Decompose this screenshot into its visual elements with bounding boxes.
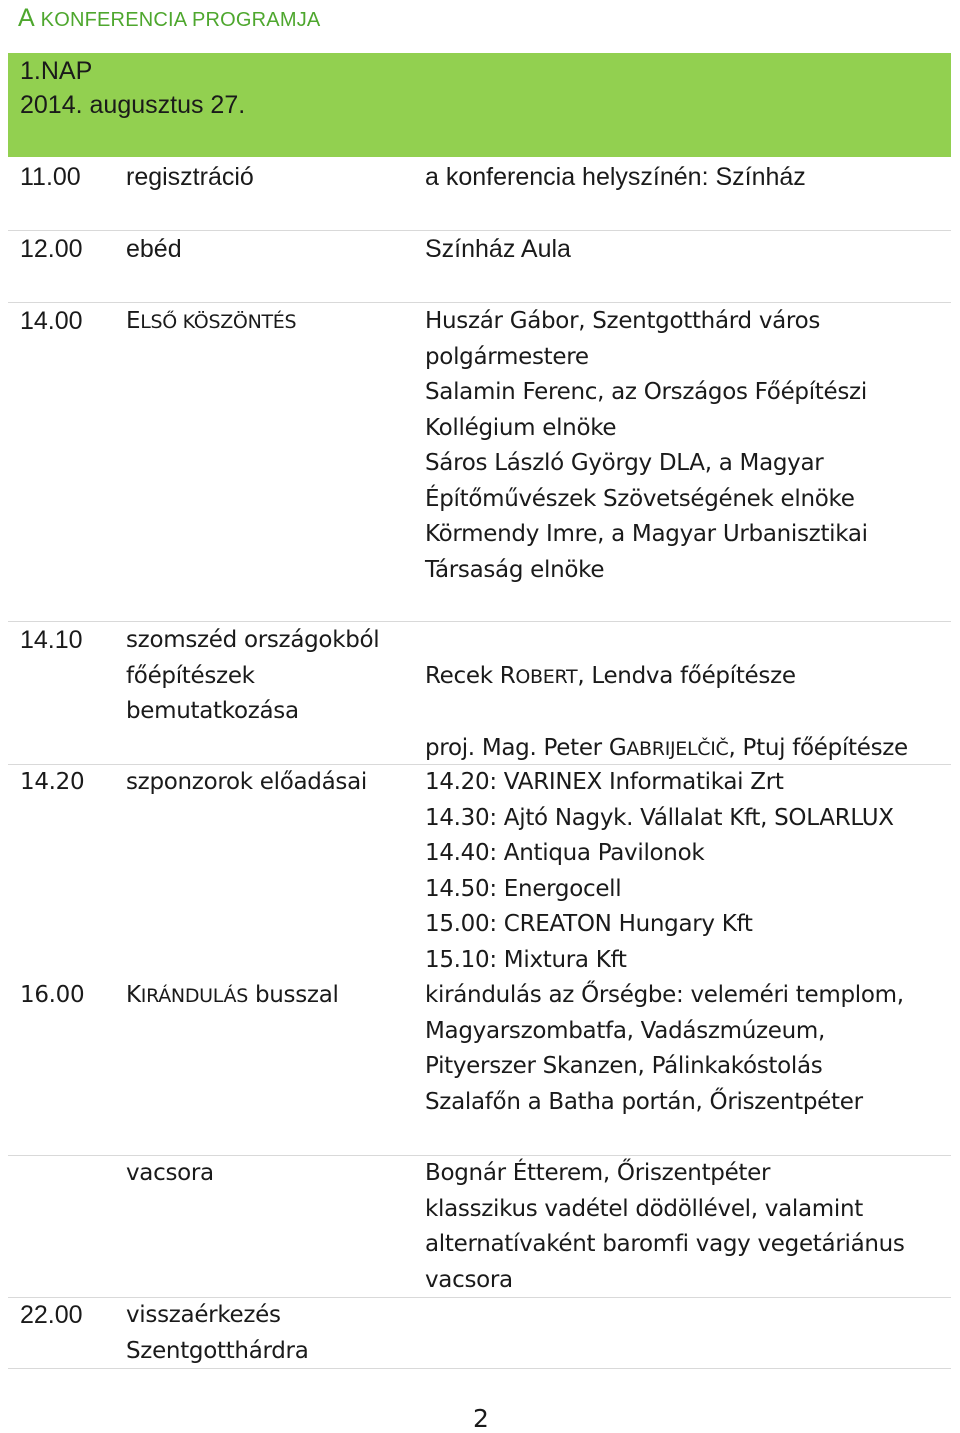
row-time: 11.00 [20,163,81,191]
row-time: 14.20 [20,769,85,795]
row-event: szponzorok előadásai [126,769,367,795]
row-event: vacsora [126,1160,214,1186]
row-divider [8,621,951,622]
event-initial: E [126,308,141,334]
row-event [126,978,339,1015]
event-small: IRÁNDULÁS [140,985,248,1007]
row-time: 22.00 [20,1301,83,1329]
event-initial: K [126,982,141,1008]
event-rest: LSŐ KÖSZÖNTÉS [140,311,297,333]
row-event: szomszéd országokból főépítészek bemutatkozása [126,627,380,724]
row-time: 14.10 [20,626,83,654]
title-rest: KONFERENCIA PROGRAMJA [40,9,321,31]
row-detail: Színház Aula [425,235,571,263]
row-divider [8,1368,951,1369]
row-detail: a konferencia helyszínén: Színház [425,163,806,191]
row-event [126,304,296,341]
row-detail: kirándulás az Őrségbe: veleméri templom, Magyarszombatfa, Vadászmúzeum, Pityerszer Skanzen, Pálinkakóstolás Szalafőn a Batha portán, Őriszentpéter [425,982,904,1115]
row-time: 14.00 [20,307,83,335]
row-event: regisztráció [126,163,254,191]
row-detail: Huszár Gábor, Szentgotthárd város polgármestere Salamin Ferenc, az Országos Főépítészi Kollégium elnöke Sáros László György DLA, a Magyar Építőművészek Szövetségének elnöke Körmendy Imre, a Magyar Urbanisztikai Társaság elnöke [425,308,868,583]
row-time: 12.00 [20,235,83,263]
row-event: visszaérkezés Szentgotthárdra [126,1302,309,1364]
page-number: 2 [473,1404,489,1433]
row-detail: 14.20: VARINEX Informatikai Zrt 14.30: Ajtó Nagyk. Vállalat Kft, SOLARLUX 14.40: Antiqua Pavilonok 14.50: Energocell 15.00: CREATON Hungary Kft 15.10: Mixtura Kft [425,769,894,973]
day-header [8,53,951,157]
row-detail: Bognár Étterem, Őriszentpéter klasszikus vadétel dödöllével, valamint alternatívaként baromfi vagy vegetáriánus vacsora [425,1160,905,1293]
detail-line: proj. Mag. Peter GABRIJELČIČ, Ptuj főépítésze [425,734,908,761]
row-divider [8,302,951,303]
row-event: ebéd [126,235,182,263]
day-date: 2014. augusztus 27. [20,91,246,119]
day-label: 1.NAP [20,57,93,85]
page-title [18,4,320,33]
event-rest: busszal [247,982,339,1008]
row-time: 16.00 [20,982,85,1008]
title-initial: A [18,4,34,32]
row-divider [8,230,951,231]
detail-line: Recek ROBERT, Lendva főépítésze [425,662,796,689]
